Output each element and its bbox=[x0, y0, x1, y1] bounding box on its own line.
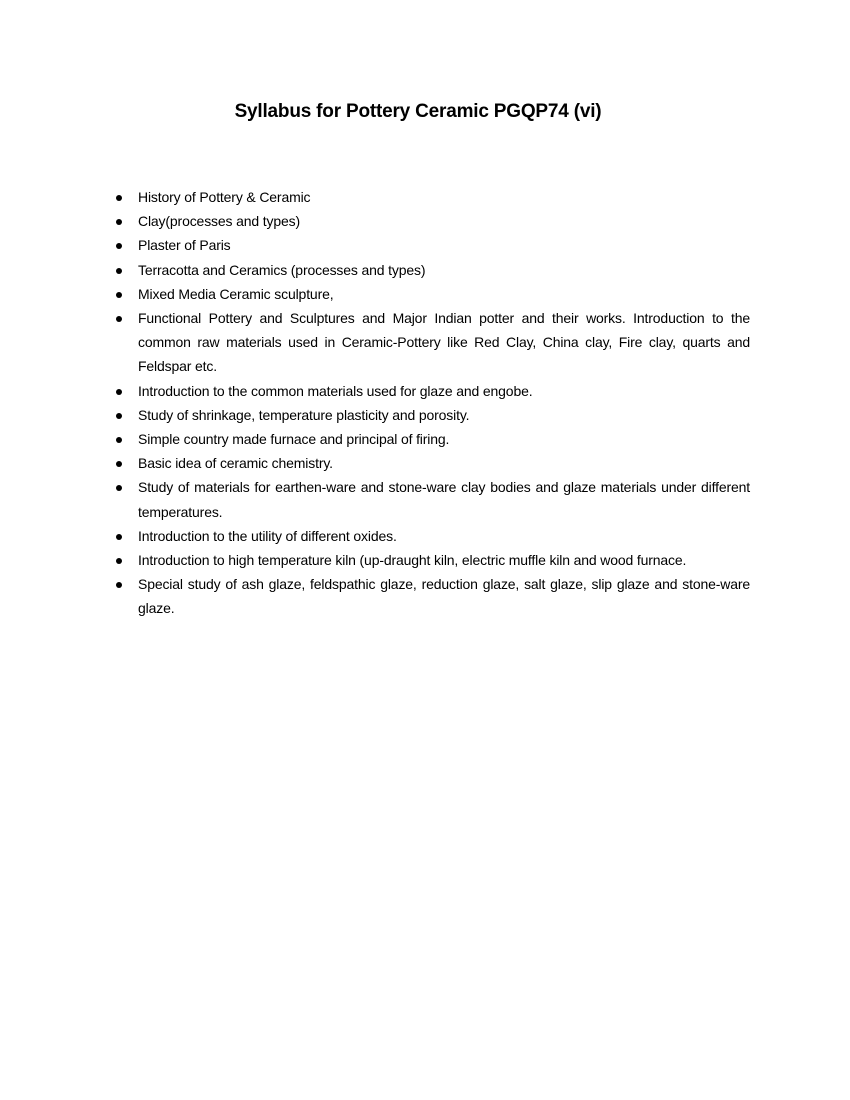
syllabus-list bbox=[138, 185, 750, 621]
list-item: Basic idea of ceramic chemistry. bbox=[138, 451, 750, 475]
list-item: Introduction to high temperature kiln (up-draught kiln, electric muffle kiln and wood furnace. bbox=[138, 548, 750, 572]
list-item: Simple country made furnace and principal of firing. bbox=[138, 427, 750, 451]
list-item: Special study of ash glaze, feldspathic glaze, reduction glaze, salt glaze, slip glaze and stone-ware glaze. bbox=[138, 572, 750, 620]
page-title: Syllabus for Pottery Ceramic PGQP74 (vi) bbox=[234, 101, 602, 122]
list-item: Study of shrinkage, temperature plasticity and porosity. bbox=[138, 403, 750, 427]
list-item: Clay(processes and types) bbox=[138, 209, 750, 233]
list-item: Functional Pottery and Sculptures and Major Indian potter and their works. Introduction to the common raw materials used in Ceramic-Pottery like Red Clay, China clay, Fire clay, quarts and Feldspar etc. bbox=[138, 306, 750, 379]
list-item: Plaster of Paris bbox=[138, 233, 750, 257]
list-item: Introduction to the common materials used for glaze and engobe. bbox=[138, 379, 750, 403]
list-item: Study of materials for earthen-ware and stone-ware clay bodies and glaze materials under different temperatures. bbox=[138, 475, 750, 523]
list-item: History of Pottery & Ceramic bbox=[138, 185, 750, 209]
list-item: Mixed Media Ceramic sculpture, bbox=[138, 282, 750, 306]
list-item: Introduction to the utility of different oxides. bbox=[138, 524, 750, 548]
list-item: Terracotta and Ceramics (processes and types) bbox=[138, 258, 750, 282]
